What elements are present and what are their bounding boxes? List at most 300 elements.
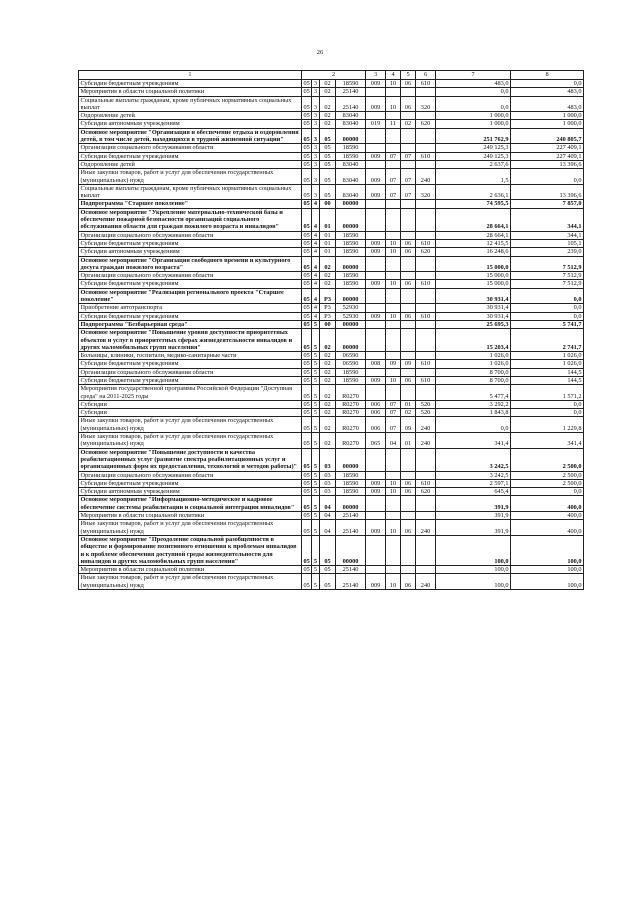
row-name: Субсидии бюджетным учреждениям: [79, 280, 302, 288]
code-subprogram: 5: [312, 376, 320, 384]
code-expense-type: [416, 88, 436, 96]
code-direction: R0270: [336, 433, 366, 449]
amount-col7: 100,0: [436, 535, 511, 565]
page-number: 26: [316, 49, 324, 56]
code-event: 03: [320, 488, 336, 496]
code-direction: 18590: [336, 152, 366, 160]
amount-col8: 100,0: [511, 574, 584, 590]
table-row: [79, 479, 584, 487]
code-direction: 18590: [336, 248, 366, 256]
code-subsection: [401, 272, 416, 280]
code-expense-type: [416, 208, 436, 231]
code-section: [386, 88, 401, 96]
code-program: 05: [303, 272, 310, 280]
code-event: 00: [320, 200, 336, 208]
code-subsection: [401, 385, 416, 401]
amount-col7: 483,0: [436, 80, 511, 88]
code-subsection: 06: [401, 96, 416, 112]
code-ministry: [366, 368, 386, 376]
row-name: Больницы, клиники, госпитали, медико-санитарные части: [79, 352, 302, 360]
table-row: [79, 200, 584, 208]
code-subprogram: 5: [312, 488, 320, 496]
code-section: 10: [386, 488, 401, 496]
code-program: 05: [303, 512, 310, 520]
amount-col7: 16 248,6: [436, 248, 511, 256]
table-row: [79, 96, 584, 112]
amount-col8: 0,0: [511, 312, 584, 320]
row-name: Субсидии бюджетным учреждениям: [79, 80, 302, 88]
code-direction: 06590: [336, 360, 366, 368]
row-name: Оздоровление детей: [79, 112, 302, 120]
code-event: 02: [320, 352, 336, 360]
code-event: P3: [320, 304, 336, 312]
code-direction: 06590: [336, 352, 366, 360]
table-row: [79, 304, 584, 312]
code-subprogram: 5: [312, 479, 320, 487]
amount-col7: 25 695,3: [436, 320, 511, 328]
amount-col7: 28 664,1: [436, 231, 511, 239]
row-name: Основное мероприятие "Повышение доступности и качества реабилитационных услуг (развитие спектра реабилитационных услуг и организационных форм их предоставления, технологий и методов работы)": [79, 448, 302, 471]
code-subsection: 06: [401, 280, 416, 288]
row-name: Мероприятия в области социальной политики: [79, 88, 302, 96]
code-subsection: [401, 304, 416, 312]
code-expense-type: [416, 304, 436, 312]
table-row: [79, 329, 584, 352]
column-header: 8: [511, 71, 584, 80]
amount-col8: 13 396,6: [511, 160, 584, 168]
table-row: [79, 320, 584, 328]
table-row: [79, 272, 584, 280]
table-row: [79, 352, 584, 360]
code-subprogram: 4: [312, 231, 320, 239]
table-row: [79, 312, 584, 320]
amount-col7: 3 242,5: [436, 471, 511, 479]
code-program: 05: [302, 329, 312, 352]
amount-col8: 7 512,9: [511, 272, 584, 280]
amount-col7: 249 125,3: [436, 152, 511, 160]
code-event: 02: [320, 112, 336, 120]
amount-col8: 144,5: [511, 376, 584, 384]
table-row: [79, 574, 584, 590]
amount-col8: 400,0: [511, 512, 584, 520]
table-row: [79, 280, 584, 288]
code-subprogram: 5: [312, 574, 320, 590]
row-name: Мероприятия в области социальной политики: [79, 566, 302, 574]
code-program: 05: [302, 128, 312, 144]
table-row: [79, 360, 584, 368]
code-section: 04: [386, 433, 401, 449]
table-row: [79, 417, 584, 433]
column-header: 6: [416, 71, 436, 80]
code-event: 02: [320, 368, 336, 376]
code-program: 05: [302, 496, 312, 512]
row-name: Социальные выплаты гражданам, кроме публичных нормативных социальных выплат: [79, 184, 302, 200]
code-direction: 00000: [336, 320, 366, 328]
table-row: [79, 248, 584, 256]
code-subsection: 06: [401, 520, 416, 536]
code-ministry: 008: [366, 360, 386, 368]
amount-col7: 3 292,2: [436, 400, 511, 408]
code-event: 02: [320, 409, 336, 417]
code-ministry: [366, 471, 386, 479]
amount-col7: 15 000,0: [436, 272, 511, 280]
column-header: 5: [401, 71, 416, 80]
amount-col7: 1,5: [436, 169, 511, 185]
amount-col8: 227 409,1: [511, 144, 584, 152]
amount-col8: 7 512,9: [511, 280, 584, 288]
code-program: 05: [302, 288, 312, 304]
row-name: Субсидии автономным учреждениям: [79, 488, 302, 496]
code-direction: 25140: [336, 88, 366, 96]
code-subprogram: 5: [312, 409, 320, 417]
code-subsection: [401, 566, 416, 574]
code-subsection: 06: [401, 239, 416, 247]
code-subprogram: 5: [312, 417, 320, 433]
code-direction: 83040: [336, 160, 366, 168]
code-ministry: [366, 385, 386, 401]
row-name: Субсидии бюджетным учреждениям: [79, 376, 302, 384]
row-name: Субсидии: [79, 409, 302, 417]
code-ministry: [366, 329, 386, 352]
row-name: Основное мероприятие "Информационно-методическое и кадровое обеспечение системы реабилитации и социальной интеграции инвалидов": [79, 496, 302, 512]
code-ministry: 009: [366, 184, 386, 200]
code-program: 05: [303, 409, 310, 417]
code-expense-type: 610: [416, 280, 436, 288]
code-event: 05: [320, 152, 336, 160]
code-subsection: 07: [401, 184, 416, 200]
code-section: 07: [386, 184, 401, 200]
column-header: 2: [302, 71, 366, 80]
code-expense-type: [416, 288, 436, 304]
code-subprogram: 5: [312, 471, 320, 479]
code-section: [386, 512, 401, 520]
table-row: [79, 112, 584, 120]
code-subsection: [401, 329, 416, 352]
code-expense-type: [416, 535, 436, 565]
code-subprogram: 4: [312, 200, 320, 208]
column-header: 3: [366, 71, 386, 80]
code-ministry: 009: [366, 312, 386, 320]
code-program: 05: [303, 400, 310, 408]
row-name: Субсидии: [79, 400, 302, 408]
row-name: Приобретение автотранспорта: [79, 304, 302, 312]
code-expense-type: 240: [416, 417, 436, 433]
amount-col7: 1 843,8: [436, 409, 511, 417]
code-direction: R0270: [336, 400, 366, 408]
code-subprogram: 4: [312, 312, 320, 320]
code-section: 07: [386, 400, 401, 408]
amount-col7: 391,9: [436, 520, 511, 536]
code-program: 05: [303, 231, 310, 239]
code-direction: 18590: [336, 144, 366, 152]
code-section: 09: [386, 360, 401, 368]
amount-col7: 341,4: [436, 433, 511, 449]
code-program: 05: [303, 376, 310, 384]
code-event: 02: [320, 88, 336, 96]
code-subsection: 07: [401, 152, 416, 160]
code-event: 02: [320, 120, 336, 128]
code-direction: 25140: [336, 520, 366, 536]
code-event: 02: [320, 256, 336, 272]
code-expense-type: 620: [416, 488, 436, 496]
amount-col7: 8 700,0: [436, 368, 511, 376]
code-expense-type: [416, 256, 436, 272]
code-event: 02: [320, 433, 336, 449]
code-expense-type: 610: [416, 360, 436, 368]
code-subprogram: 3: [312, 96, 320, 112]
code-section: 10: [386, 479, 401, 487]
code-event: 04: [320, 512, 336, 520]
code-direction: 00000: [336, 329, 366, 352]
table-row: [79, 231, 584, 239]
amount-col7: 0,0: [436, 96, 511, 112]
row-name: Подпрограмма "Безбарьерная среда": [79, 320, 302, 328]
amount-col8: 483,0: [511, 88, 584, 96]
row-name: Субсидии автономным учреждениям: [79, 120, 302, 128]
code-ministry: [366, 448, 386, 471]
code-expense-type: [416, 128, 436, 144]
table-row: [79, 566, 584, 574]
row-name: Субсидии бюджетным учреждениям: [79, 360, 302, 368]
code-subprogram: 3: [312, 112, 320, 120]
code-subprogram: 5: [312, 320, 320, 328]
code-subprogram: 5: [312, 496, 320, 512]
code-ministry: 006: [366, 409, 386, 417]
code-direction: 52930: [336, 304, 366, 312]
code-subsection: 06: [401, 488, 416, 496]
code-ministry: 009: [366, 574, 386, 590]
code-ministry: 009: [366, 248, 386, 256]
code-section: [386, 535, 401, 565]
code-section: 11: [386, 120, 401, 128]
amount-col7: 1 026,0: [436, 360, 511, 368]
code-direction: 00000: [336, 496, 366, 512]
amount-col7: 2 636,1: [436, 184, 511, 200]
code-program: 05: [303, 320, 310, 328]
code-ministry: [366, 496, 386, 512]
amount-col8: 2 500,0: [511, 479, 584, 487]
code-expense-type: 620: [416, 248, 436, 256]
code-expense-type: [416, 448, 436, 471]
code-event: 05: [320, 128, 336, 144]
code-program: 05: [302, 520, 312, 536]
amount-col7: 2 597,1: [436, 479, 511, 487]
code-subsection: 06: [401, 376, 416, 384]
code-subprogram: 4: [312, 304, 320, 312]
amount-col7: 15 203,4: [436, 329, 511, 352]
code-expense-type: 610: [416, 239, 436, 247]
code-section: [386, 272, 401, 280]
code-event: 02: [320, 272, 336, 280]
code-ministry: 009: [366, 376, 386, 384]
code-section: 10: [386, 520, 401, 536]
amount-col7: 3 242,5: [436, 448, 511, 471]
code-expense-type: 610: [416, 376, 436, 384]
amount-col7: 30 931,4: [436, 312, 511, 320]
code-section: [386, 231, 401, 239]
row-name: Иные закупки товаров, работ и услуг для обеспечения государственных (муниципальных) нужд: [79, 520, 302, 536]
amount-col8: 7 512,9: [511, 256, 584, 272]
code-ministry: 009: [366, 169, 386, 185]
code-section: 10: [386, 80, 401, 88]
code-subsection: [401, 320, 416, 328]
code-expense-type: 320: [416, 96, 436, 112]
code-event: 02: [320, 400, 336, 408]
code-section: [386, 208, 401, 231]
amount-col7: 1 000,0: [436, 120, 511, 128]
code-direction: R0270: [336, 385, 366, 401]
code-expense-type: [416, 112, 436, 120]
table-row: [79, 385, 584, 401]
table-row: [79, 448, 584, 471]
code-event: 02: [320, 417, 336, 433]
code-section: [386, 160, 401, 168]
code-subprogram: 5: [312, 433, 320, 449]
code-subsection: [401, 208, 416, 231]
column-header: 7: [436, 71, 511, 80]
code-program: 05: [303, 352, 310, 360]
code-subsection: [401, 128, 416, 144]
code-program: 05: [302, 96, 312, 112]
code-event: 02: [320, 80, 336, 88]
code-event: 04: [320, 520, 336, 536]
code-event: 02: [320, 385, 336, 401]
amount-col7: 30 931,4: [436, 288, 511, 304]
amount-col8: 344,1: [511, 208, 584, 231]
code-ministry: 009: [366, 479, 386, 487]
amount-col8: 1 026,0: [511, 352, 584, 360]
row-name: Субсидии бюджетным учреждениям: [79, 152, 302, 160]
code-event: 02: [320, 280, 336, 288]
code-ministry: [366, 160, 386, 168]
code-direction: 18590: [336, 368, 366, 376]
amount-col7: 15 000,0: [436, 280, 511, 288]
code-section: [386, 128, 401, 144]
code-ministry: 009: [366, 488, 386, 496]
code-subsection: [401, 496, 416, 512]
table-row: [79, 160, 584, 168]
table-row: [79, 512, 584, 520]
code-section: [386, 256, 401, 272]
code-ministry: [366, 144, 386, 152]
code-direction: 00000: [336, 128, 366, 144]
code-section: [386, 471, 401, 479]
code-program: 05: [302, 433, 312, 449]
code-expense-type: [416, 200, 436, 208]
amount-col8: 400,0: [511, 520, 584, 536]
code-subsection: [401, 368, 416, 376]
code-ministry: [366, 566, 386, 574]
code-subprogram: 4: [312, 288, 320, 304]
row-name: Мероприятия государственной программы Российской Федерации "Доступная среда" на 2011-2025 годы: [79, 385, 302, 401]
row-name: Организации социального обслуживания области: [79, 231, 302, 239]
row-name: Иные закупки товаров, работ и услуг для обеспечения государственных (муниципальных) нужд: [79, 417, 302, 433]
code-event: 02: [320, 329, 336, 352]
code-direction: 18590: [336, 488, 366, 496]
code-event: 05: [320, 184, 336, 200]
code-event: P3: [320, 288, 336, 304]
code-ministry: 009: [366, 80, 386, 88]
code-event: 05: [320, 144, 336, 152]
table-row: [79, 400, 584, 408]
code-expense-type: [416, 352, 436, 360]
code-program: 05: [303, 200, 310, 208]
code-direction: 00000: [336, 256, 366, 272]
code-program: 05: [303, 152, 310, 160]
amount-col8: 100,0: [511, 535, 584, 565]
code-event: 05: [320, 574, 336, 590]
code-ministry: [366, 208, 386, 231]
amount-col8: 227 409,1: [511, 152, 584, 160]
row-name: Подпрограмма "Старшее поколение": [79, 200, 302, 208]
table-row: [79, 80, 584, 88]
row-name: Субсидии бюджетным учреждениям: [79, 239, 302, 247]
table-row: [79, 239, 584, 247]
amount-col8: 100,0: [511, 566, 584, 574]
code-subprogram: 5: [312, 329, 320, 352]
code-ministry: [366, 112, 386, 120]
code-direction: 83040: [336, 169, 366, 185]
amount-col8: 7 857,0: [511, 200, 584, 208]
table-row: [79, 376, 584, 384]
amount-col8: 2 500,0: [511, 471, 584, 479]
code-section: 10: [386, 574, 401, 590]
amount-col7: 100,0: [436, 574, 511, 590]
amount-col7: 1 000,0: [436, 112, 511, 120]
code-direction: 18590: [336, 280, 366, 288]
code-event: 03: [320, 471, 336, 479]
code-subsection: 02: [401, 120, 416, 128]
code-section: [386, 566, 401, 574]
code-subsection: [401, 256, 416, 272]
code-program: 05: [303, 368, 310, 376]
code-subsection: 01: [401, 400, 416, 408]
code-subsection: 07: [401, 169, 416, 185]
table-header-row: [79, 71, 584, 80]
code-program: 05: [303, 471, 310, 479]
code-direction: 18590: [336, 479, 366, 487]
code-subprogram: 3: [312, 169, 320, 185]
code-subprogram: 5: [312, 400, 320, 408]
code-subsection: 09: [401, 417, 416, 433]
row-name: Иные закупки товаров, работ и услуг для обеспечения государственных (муниципальных) нужд: [79, 433, 302, 449]
amount-col7: 249 125,3: [436, 144, 511, 152]
code-section: [386, 320, 401, 328]
amount-col8: 1 571,2: [511, 385, 584, 401]
amount-col8: 0,0: [511, 169, 584, 185]
code-direction: 00000: [336, 535, 366, 565]
code-subprogram: 4: [312, 208, 320, 231]
code-section: 10: [386, 280, 401, 288]
code-subsection: 06: [401, 574, 416, 590]
table-row: [79, 288, 584, 304]
code-event: 01: [320, 208, 336, 231]
code-ministry: 009: [366, 96, 386, 112]
code-section: [386, 200, 401, 208]
row-name: Социальные выплаты гражданам, кроме публичных нормативных социальных выплат: [79, 96, 302, 112]
table-row: [79, 169, 584, 185]
code-section: [386, 385, 401, 401]
amount-col8: 0,0: [511, 488, 584, 496]
code-section: [386, 144, 401, 152]
code-expense-type: [416, 272, 436, 280]
code-subprogram: 3: [312, 160, 320, 168]
code-subprogram: 4: [312, 248, 320, 256]
amount-col8: 1 000,0: [511, 112, 584, 120]
code-ministry: 019: [366, 120, 386, 128]
amount-col7: 251 762,9: [436, 128, 511, 144]
code-program: 05: [303, 88, 310, 96]
